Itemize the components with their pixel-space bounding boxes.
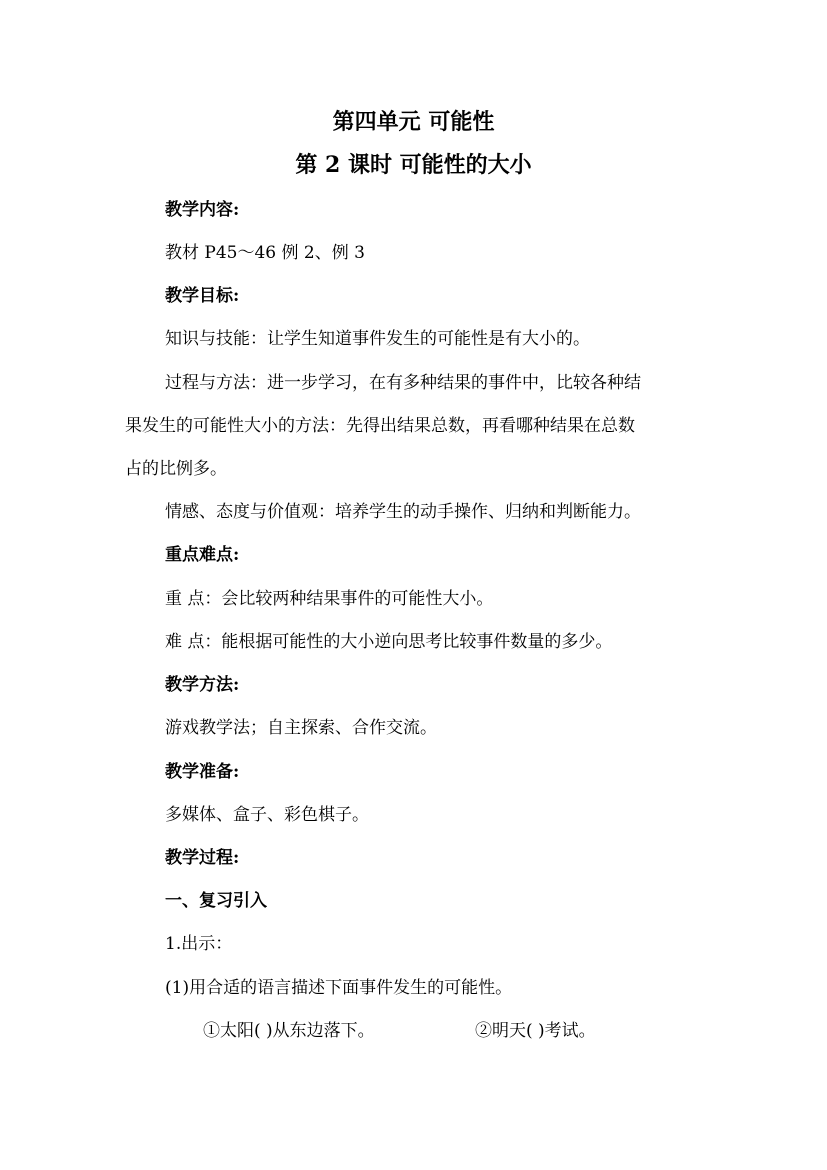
lesson-title: 第 2 课时 可能性的大小 [295, 152, 532, 178]
key-point: 重 点：会比较两种结果事件的可能性大小。 [165, 589, 494, 609]
prep-text: 多媒体、盒子、彩色棋子。 [165, 805, 369, 825]
item-1-sub-1: (1)用合适的语言描述下面事件发生的可能性。 [165, 978, 513, 998]
goal-knowledge: 知识与技能：让学生知道事件发生的可能性是有大小的。 [165, 329, 590, 349]
item-1: 1.出示： [165, 934, 233, 954]
goals-heading: 教学目标: [165, 286, 240, 306]
step1-heading: 一、复习引入 [165, 891, 267, 911]
process-heading: 教学过程: [165, 848, 240, 868]
example-a: ①太阳( )从东边落下。 [203, 1021, 375, 1041]
prep-heading: 教学准备: [165, 762, 240, 782]
content-heading: 教学内容: [165, 200, 240, 220]
goal-process-line2: 果发生的可能性大小的方法：先得出结果总数，再看哪种结果在总数 [125, 416, 635, 436]
content-text: 教材 P45～46 例 2、例 3 [165, 243, 365, 263]
goal-emotion: 情感、态度与价值观：培养学生的动手操作、归纳和判断能力。 [165, 502, 641, 522]
methods-heading: 教学方法: [165, 675, 240, 695]
goal-process-line3: 占的比例多。 [125, 459, 227, 479]
methods-text: 游戏教学法；自主探索、合作交流。 [165, 718, 437, 738]
unit-title: 第四单元 可能性 [332, 109, 495, 135]
example-b: ②明天( )考试。 [475, 1021, 596, 1041]
goal-process-line1: 过程与方法：进一步学习，在有多种结果的事件中，比较各种结 [165, 373, 641, 393]
keypoints-heading: 重点难点: [165, 545, 240, 565]
difficult-point: 难 点：能根据可能性的大小逆向思考比较事件数量的多少。 [165, 632, 613, 652]
